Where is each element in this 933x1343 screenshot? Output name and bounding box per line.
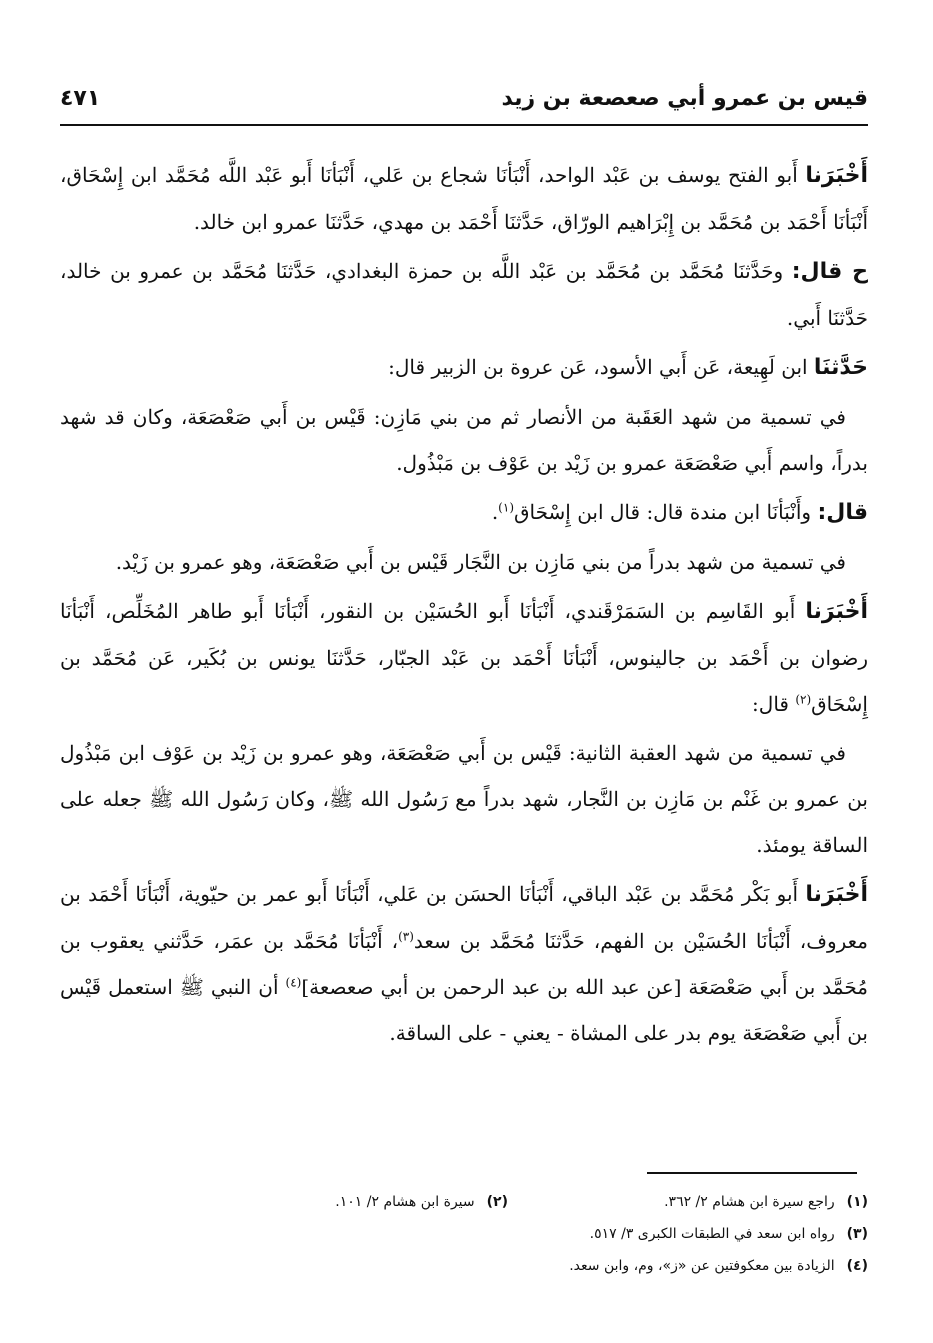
paragraph-tail: قال: [752,692,796,716]
paragraph-keyword: أَخْبَرَنا [805,599,868,624]
paragraph-text: وحَدَّثنَا مُحَمَّد بن مُحَمَّد بن عَبْد اللَّه بن حمزة البغدادي، حَدَّثنَا مُحَمَّد بن عمرو بن خالد، حَدَّثنَا أَبي. [60,259,868,330]
paragraph-text: في تسمية من شهد بدراً من بني مَازِن بن النَّجَار قَيْس بن أَبي صَعْصَعَة، وهو عمرو بن زَيْد. [115,550,846,574]
paragraph-9 [60,871,868,1056]
paragraph-keyword: أَخْبَرَنا [805,163,868,188]
paragraph-6 [60,539,868,585]
footnote-item [569,1250,868,1282]
footnote-text: رواه ابن سعد في الطبقات الكبرى ٣/ ٥١٧. [589,1226,835,1242]
footnote-text: راجع سيرة ابن هشام ٢/ ٣٦٢. [664,1194,835,1210]
main-text [60,152,868,1059]
paragraph-8 [60,730,868,868]
paragraph-1 [60,152,868,245]
footnote-text: الزيادة بين معكوفتين عن «ز»، وم، وابن سعد. [569,1258,835,1274]
paragraph-keyword: ح قال: [791,259,868,284]
paragraph-5 [60,489,868,536]
paragraph-tail: . [491,500,499,524]
footnote-ref[interactable]: (١) [498,500,514,515]
footnotes [60,1186,868,1282]
paragraph-text: وأَنْبَأنَا ابن مندة قال: قال ابن إِسْحَاق [514,500,818,524]
paragraph-keyword: قال: [817,500,868,525]
footnote-number: (٢) [486,1194,508,1210]
footnote-item [590,1218,868,1250]
paragraph-4 [60,394,868,486]
paragraph-tail: ، أَنْبَأنَا مُحَمَّد بن عمَر، حَدَّثني يعقوب بن مُحَمَّد بن أَبي صَعْصَعَة [عن عبد الله بن عبد الرحمن بن أبي صعصعة] [60,929,868,999]
running-header [60,82,868,118]
page-number: ٤٧١ [60,86,101,111]
paragraph-3 [60,344,868,391]
footnote-ref[interactable]: (٢) [795,692,812,707]
footnote-text: سيرة ابن هشام ٢/ ١٠١. [335,1194,475,1210]
paragraph-7 [60,588,868,727]
paragraph-text: أَبو القَاسِم بن السَمَرْقَندي، أَنْبَأنَا أَبو الحُسَيْن بن النقور، أَنْبَأنَا أَبو طاهر المُخَلِّص، أَنْبَأنَا رضوان بن أَحْمَد بن جالينوس، أَنْبَأنَا أَحْمَد بن عَبْد الجبّار، حَدَّثنَا يونس بن بُكَير، عَن مُحَمَّد بن إِسْحَاق [60,599,868,716]
paragraph-text: في تسمية من شهد العقبة الثانية: قَيْس بن أَبي صَعْصَعَة، وهو عمرو بن زَيْد بن عَوْف ابن مَبْذُول بن عمرو بن غَنْم بن مَازِن بن النَّجار، شهد بدراً مع رَسُول الله ﷺ، وكان رَسُول الله ﷺ جعله على الساقة يومئذ. [60,741,868,857]
footnote-ref[interactable]: (٣) [398,929,414,944]
footnote-item [508,1186,868,1218]
page-title: قيس بن عمرو أبي صعصعة بن زيد [501,86,868,111]
footnote-ref[interactable]: (٤) [285,975,302,990]
paragraph-2 [60,248,868,341]
paragraph-text: أَبو بَكْر مُحَمَّد بن عَبْد الباقي، أَنْبَأنَا الحسَن بن عَلي، أَنْبَأنَا أَبو عمر بن حيّوية، أَنْبَأنَا أَحْمَد بن معروف، أَنْبَأنَا الحُسَيْن بن الفهم، حَدَّثنَا مُحَمَّد بن سعد [60,882,869,953]
paragraph-text: في تسمية من شهد العَقَبة من الأنصار ثم من بني مَازِن: قَيْس بن أَبي صَعْصَعَة، وكان قد شهد بدراً، واسم أَبي صَعْصَعَة عمرو بن زَيْد بن عَوْف بن مَبْذُول. [60,405,868,475]
paragraph-keyword: حَدَّثنَا [813,355,868,380]
paragraph-tail: أن النبي ﷺ استعمل قَيْس بن أَبي صَعْصَعَة يوم بدر على المشاة - يعني - على الساقة. [60,975,868,1045]
footnote-row [60,1250,868,1282]
paragraph-text: ابن لَهِيعة، عَن أَبي الأسود، عَن عروة بن الزبير قال: [388,355,814,379]
footnote-number: (١) [846,1194,868,1210]
footnote-row [60,1186,868,1218]
footnote-number: (٤) [846,1258,868,1274]
footnote-row [60,1218,868,1250]
paragraph-keyword: أَخْبَرَنا [805,882,868,907]
header-divider [60,124,868,126]
footnote-number: (٣) [846,1226,868,1242]
footnote-item [335,1186,508,1218]
paragraph-text: أَبو الفتح يوسف بن عَبْد الواحد، أَنْبَأنَا شجاع بن عَلي، أَنْبَأنَا أَبو عَبْد اللَّه مُحَمَّد ابن إِسْحَاق، أَنْبَأنَا أَحْمَد بن مُحَمَّد بن إِبْرَاهيم الورّاق، حَدَّثنَا أَحْمَد بن مهدي، حَدَّثنَا عمرو ابن خالد. [60,163,868,234]
footnote-divider [647,1172,857,1174]
